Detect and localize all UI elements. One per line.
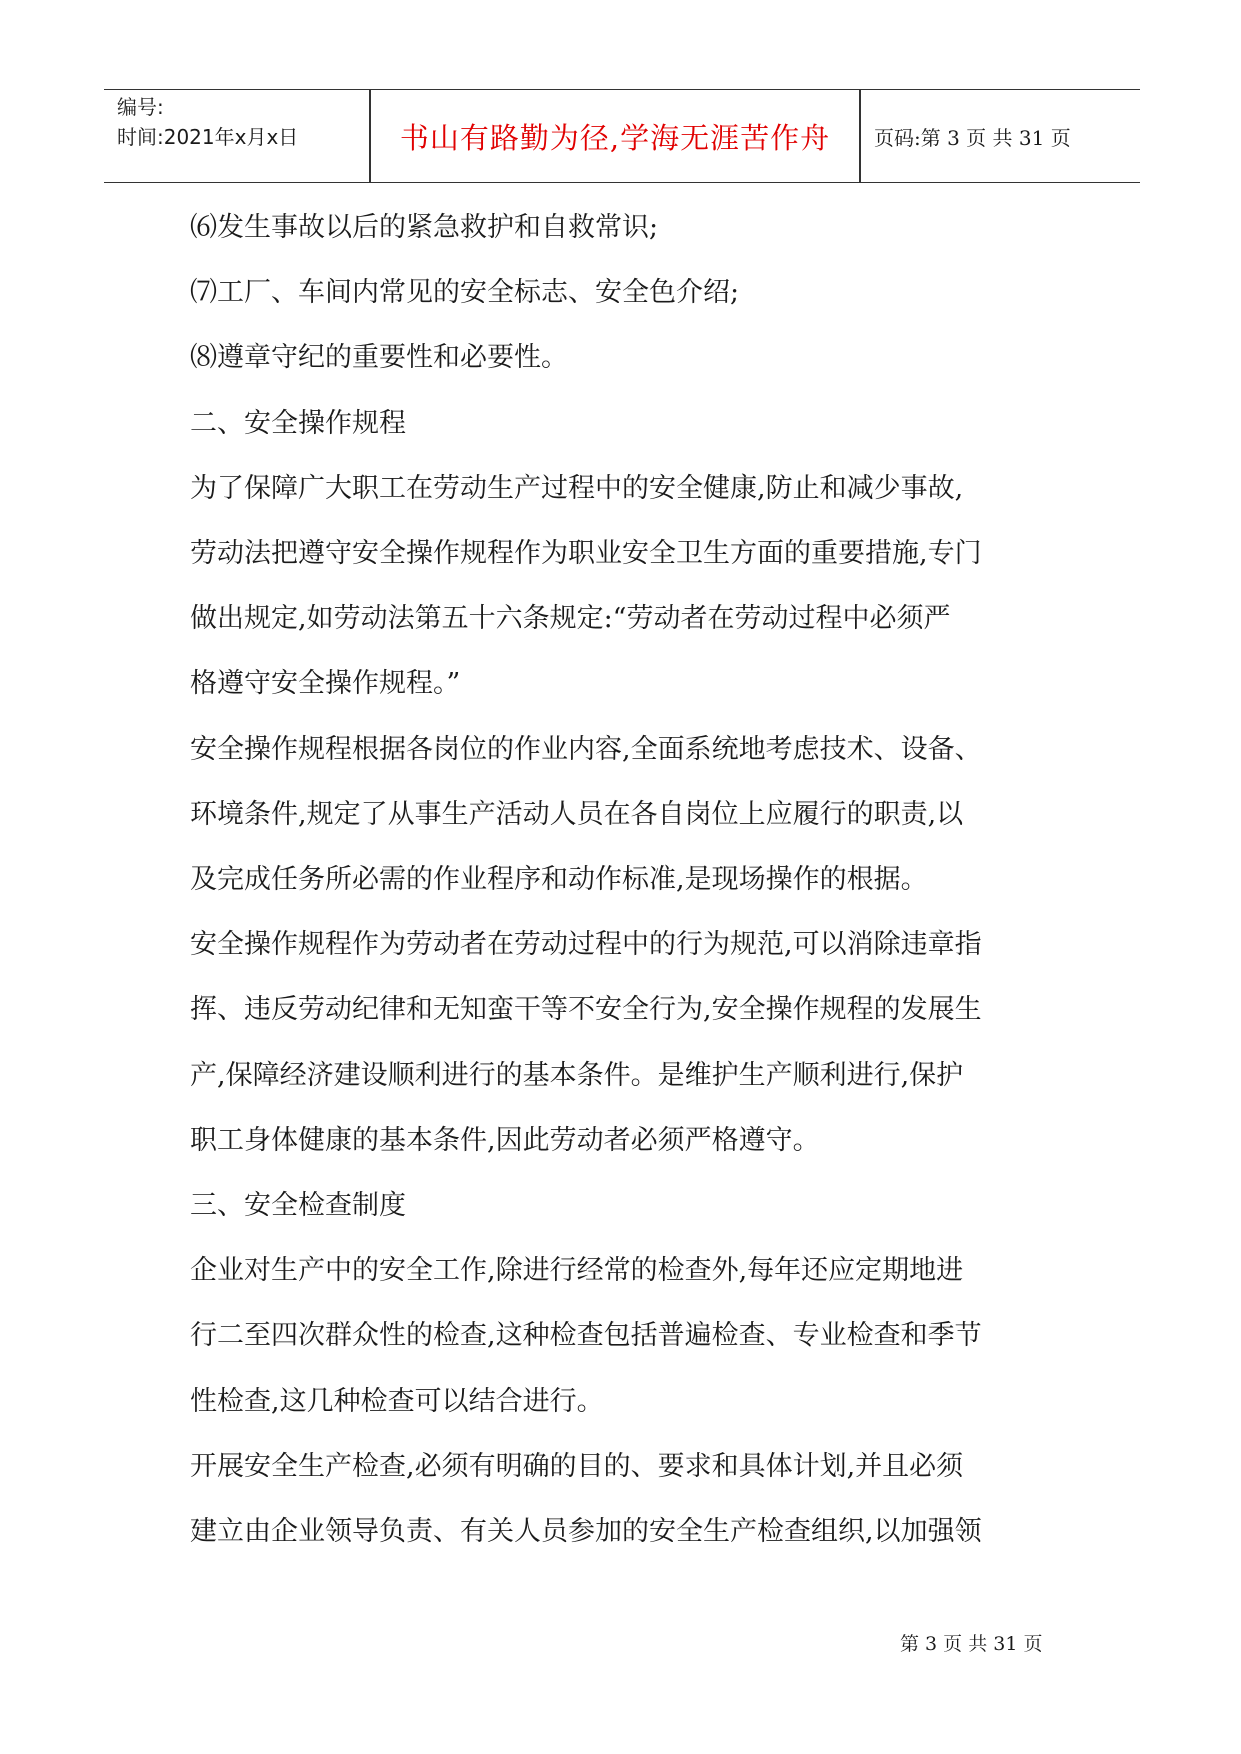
body-line: 为了保障广大职工在劳动生产过程中的安全健康,防止和减少事故, — [190, 472, 964, 504]
page-footer: 第 3 页 共 31 页 — [900, 1633, 1043, 1655]
section-heading: 二、安全操作规程 — [190, 407, 406, 439]
body-line: 职工身体健康的基本条件,因此劳动者必须严格遵守。 — [190, 1124, 820, 1156]
body-line: ⑹发生事故以后的紧急救护和自救常识; — [190, 212, 659, 243]
page-header — [104, 89, 1140, 183]
body-line: ⑻遵章守纪的重要性和必要性。 — [190, 342, 568, 374]
header-page-indicator: 页码:第 3 页 共 31 页 — [874, 125, 1071, 150]
body-line: 劳动法把遵守安全操作规程作为职业安全卫生方面的重要措施,专门 — [190, 538, 982, 570]
body-line: 挥、违反劳动纪律和无知蛮干等不安全行为,安全操作规程的发展生 — [190, 994, 982, 1026]
document-body — [190, 195, 1070, 1564]
section-heading: 三、安全检查制度 — [190, 1190, 406, 1222]
body-line: 格遵守安全操作规程。” — [190, 668, 461, 700]
body-line: 安全操作规程根据各岗位的作业内容,全面系统地考虑技术、设备、 — [190, 733, 982, 765]
body-line: 性检查,这几种检查可以结合进行。 — [190, 1385, 604, 1417]
header-divider-right — [859, 90, 861, 182]
body-line: 及完成任务所必需的作业程序和动作标准,是现场操作的根据。 — [190, 864, 928, 896]
body-line: 建立由企业领导负责、有关人员参加的安全生产检查组织,以加强领 — [190, 1516, 982, 1548]
body-line: 企业对生产中的安全工作,除进行经常的检查外,每年还应定期地进 — [190, 1255, 964, 1287]
body-line: 环境条件,规定了从事生产活动人员在各自岗位上应履行的职责,以 — [190, 798, 964, 830]
document-time-label: 时间:2021年x月x日 — [117, 125, 299, 149]
body-line: 行二至四次群众性的检查,这种检查包括普遍检查、专业检查和季节 — [190, 1320, 982, 1352]
body-line: ⑺工厂、车间内常见的安全标志、安全色介绍; — [190, 277, 740, 309]
body-line: 开展安全生产检查,必须有明确的目的、要求和具体计划,并且必须 — [190, 1450, 964, 1482]
document-number-label: 编号: — [117, 95, 164, 119]
body-line: 产,保障经济建设顺利进行的基本条件。是维护生产顺利进行,保护 — [190, 1059, 964, 1091]
header-meta — [117, 92, 367, 152]
header-motto: 书山有路勤为径,学海无涯苦作舟 — [399, 120, 831, 155]
body-line: 做出规定,如劳动法第五十六条规定:“劳动者在劳动过程中必须严 — [190, 603, 951, 635]
body-line: 安全操作规程作为劳动者在劳动过程中的行为规范,可以消除违章指 — [190, 929, 982, 961]
